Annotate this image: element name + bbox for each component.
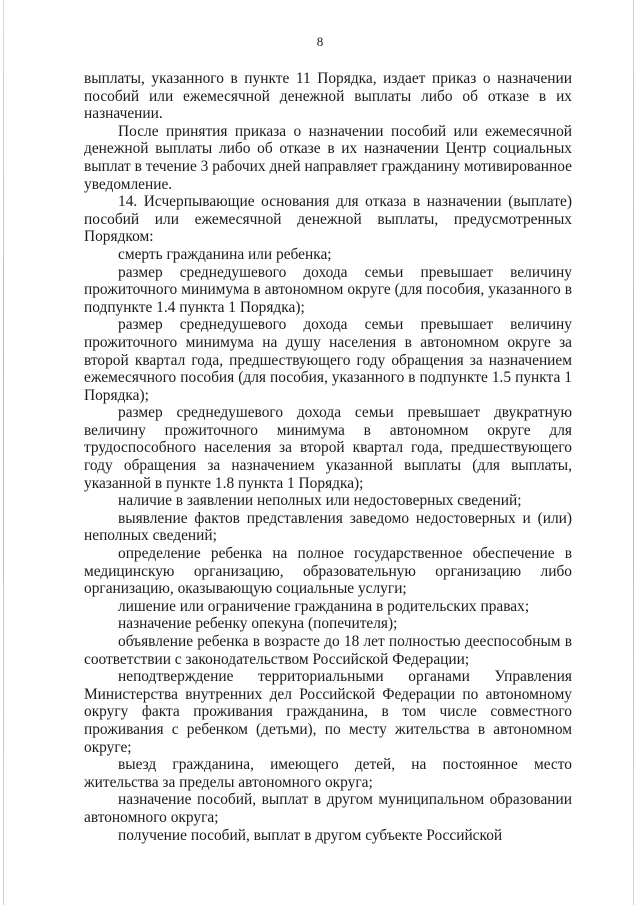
list-item: назначение пособий, выплат в другом муниципальном образовании автономного округа;: [84, 791, 572, 826]
list-item: лишение или ограничение гражданина в родительских правах;: [118, 597, 530, 615]
paragraph: После принятия приказа о назначении пособий или ежемесячной денежной выплаты либо об отказе в их назначении Центр социальных выплат в течение 3 рабочих дней направляет гражданину мотивированное уведомление.: [84, 122, 572, 193]
list-item: выезд гражданина, имеющего детей, на постоянное место жительства за пределы автономного округа;: [84, 756, 572, 791]
scan-right-edge: [633, 0, 634, 905]
page-number: 8: [316, 34, 324, 49]
list-item: объявление ребенка в возрасте до 18 лет полностью дееспособным в соответствии с законодательством Российской Федерации;: [84, 633, 572, 668]
paragraph-section-14: 14. Исчерпывающие основания для отказа в назначении (выплате) пособий или ежемесячной денежной выплаты, предусмотренных Порядком:: [84, 193, 572, 246]
list-item: определение ребенка на полное государственное обеспечение в медицинскую организацию, образовательную организацию либо организацию, оказывающую социальные услуги;: [84, 545, 572, 598]
paragraph-continuation: выплаты, указанного в пункте 11 Порядка, издает приказ о назначении пособий или ежемесячной денежной выплаты либо об отказе в их назначении.: [84, 70, 572, 123]
list-item: размер среднедушевого дохода семьи превышает двукратную величину прожиточного минимума в автономном округе для трудоспособного населения за второй квартал года, предшествующего году обращения за назначением указанной выплаты (для выплаты, указанной в пункте 1.8 пункта 1 Порядка);: [84, 404, 572, 492]
list-item: неподтверждение территориальными органами Управления Министерства внутренних дел Российской Федерации по автономному округу факта проживания гражданина, в том числе совместного проживания с ребенком (детьми), по месту жительства в автономном округе;: [84, 668, 572, 756]
list-item: наличие в заявлении неполных или недостоверных сведений;: [118, 492, 522, 510]
list-item: размер среднедушевого дохода семьи превышает величину прожиточного минимума в автономном округе (для пособия, указанного в подпункте 1.4 пункта 1 Порядка);: [84, 263, 572, 316]
list-item: получение пособий, выплат в другом субъекте Российской: [118, 826, 503, 844]
list-item: выявление фактов представления заведомо недостоверных и (или) неполных сведений;: [84, 509, 572, 545]
list-item: назначение ребенку опекуна (попечителя);: [118, 615, 398, 633]
list-item: размер среднедушевого дохода семьи превышает величину прожиточного минимума на душу населения в автономном округе за второй квартал года, предшествующего году обращения за назначением ежемесячного пособия (для пособия, указанного в подпункте 1.5 пункта 1 Порядка);: [84, 316, 572, 404]
document-body: [84, 70, 572, 844]
list-item: смерть гражданина или ребенка;: [118, 245, 332, 263]
scan-left-edge: [3, 0, 4, 905]
